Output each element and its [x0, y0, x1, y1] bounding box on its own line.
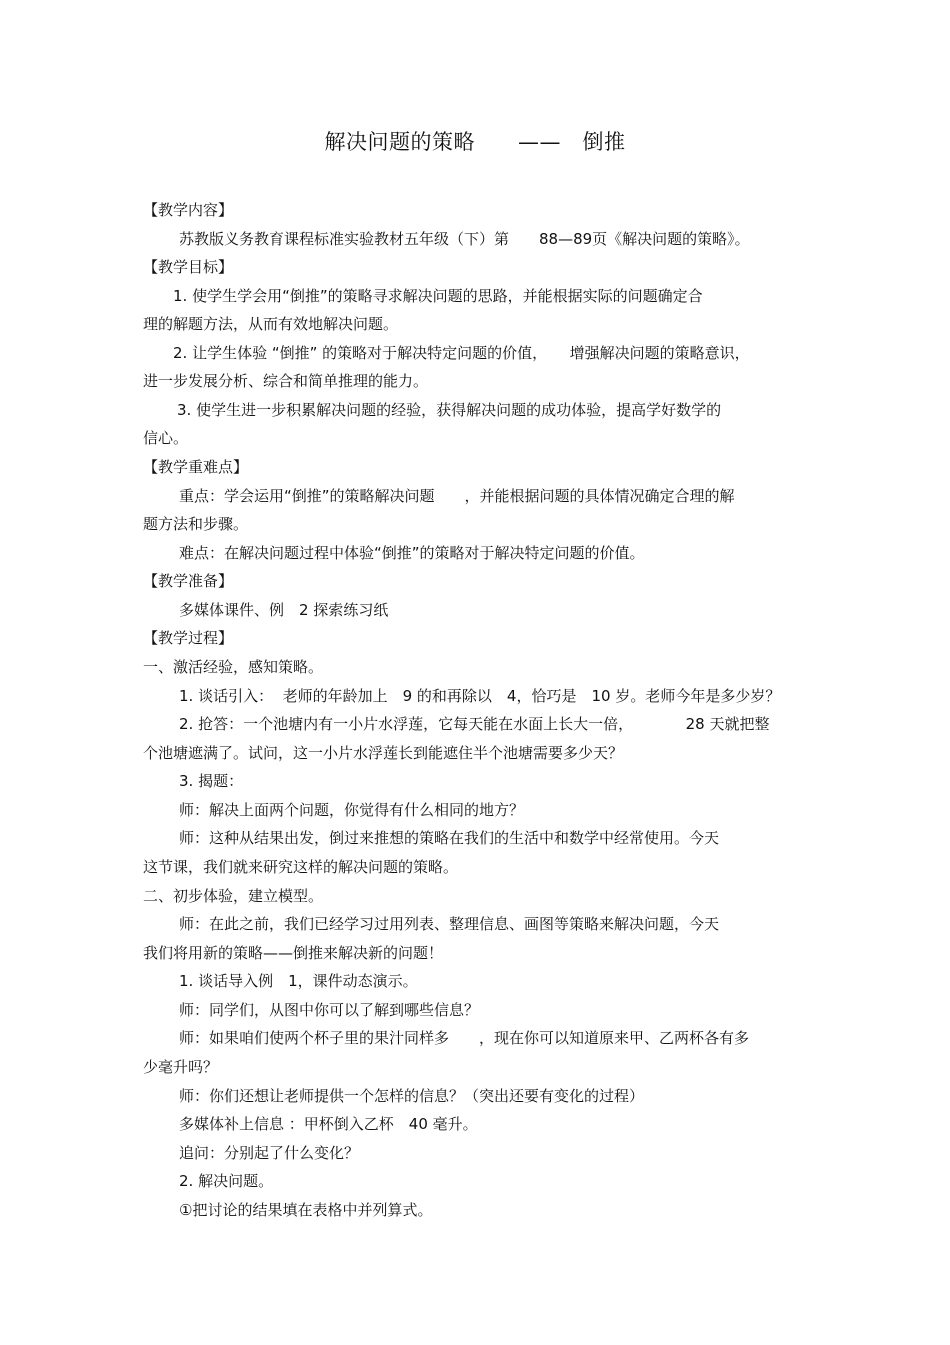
- paragraph-line: 苏教版义务教育课程标准实验教材五年级（下）第 88—89页《解决问题的策略》。: [179, 230, 750, 248]
- paragraph-line: 3. 揭题：: [179, 772, 244, 790]
- document-title: 解决问题的策略 —— 倒推: [324, 130, 626, 154]
- section-heading-preparation: 【教学准备】: [143, 572, 234, 590]
- paragraph-line: 师：解决上面两个问题，你觉得有什么相同的地方？: [179, 801, 525, 819]
- subsection-heading: 一、激活经验，感知策略。: [143, 658, 324, 676]
- paragraph-line: 3. 使学生进一步积累解决问题的经验，获得解决问题的成功体验，提高学好数学的: [177, 401, 722, 419]
- paragraph-line: 我们将用新的策略——倒推来解决新的问题！: [143, 944, 444, 962]
- section-heading-process: 【教学过程】: [143, 629, 234, 647]
- paragraph-line: 个池塘遮满了。试问，这一小片水浮莲长到能遮住半个池塘需要多少天？: [143, 744, 624, 762]
- paragraph-line: 1. 谈话引入： 老师的年龄加上 9 的和再除以 4，恰巧是 10 岁。老师今年是多少岁？: [179, 687, 781, 705]
- paragraph-line: 多媒体补上信息 ：甲杯倒入乙杯 40 毫升。: [179, 1115, 478, 1133]
- paragraph-line: 题方法和步骤。: [143, 515, 249, 533]
- paragraph-line: 理的解题方法，从而有效地解决问题。: [143, 315, 399, 333]
- paragraph-line: 师：这种从结果出发，倒过来推想的策略在我们的生活中和数学中经常使用。今天: [179, 829, 720, 847]
- paragraph-line: 信心。: [143, 429, 189, 447]
- paragraph-line: 2. 解决问题。: [179, 1172, 274, 1190]
- paragraph-line: 少毫升吗？: [143, 1058, 219, 1076]
- section-heading-key-points: 【教学重难点】: [143, 458, 249, 476]
- paragraph-line: 师：在此之前，我们已经学习过用列表、整理信息、画图等策略来解决问题，今天: [179, 915, 720, 933]
- section-heading-content: 【教学内容】: [143, 201, 234, 219]
- paragraph-line: 1. 使学生学会用“倒推”的策略寻求解决问题的思路，并能根据实际的问题确定合: [173, 287, 703, 305]
- paragraph-line: ①把讨论的结果填在表格中并列算式。: [179, 1201, 433, 1219]
- paragraph-line: 2. 让学生体验 “倒推” 的策略对于解决特定问题的价值， 增强解决问题的策略意识，: [173, 344, 750, 362]
- paragraph-line: 2. 抢答：一个池塘内有一小片水浮莲，它每天能在水面上长大一倍， 28 天就把整: [179, 715, 770, 733]
- section-heading-goals: 【教学目标】: [143, 258, 234, 276]
- paragraph-line: 进一步发展分析、综合和简单推理的能力。: [143, 372, 429, 390]
- paragraph-line: 1. 谈话导入例 1，课件动态演示。: [179, 972, 418, 990]
- paragraph-line: 师：如果咱们使两个杯子里的果汁同样多 ，现在你可以知道原来甲、乙两杯各有多: [179, 1029, 750, 1047]
- paragraph-line: 重点：学会运用“倒推”的策略解决问题 ，并能根据问题的具体情况确定合理的解: [179, 487, 735, 505]
- paragraph-line: 这节课，我们就来研究这样的解决问题的策略。: [143, 858, 459, 876]
- paragraph-line: 难点：在解决问题过程中体验“倒推”的策略对于解决特定问题的价值。: [179, 544, 645, 562]
- paragraph-line: 师：你们还想让老师提供一个怎样的信息？（突出还要有变化的过程）: [179, 1087, 645, 1105]
- paragraph-line: 多媒体课件、例 2 探索练习纸: [179, 601, 389, 619]
- paragraph-line: 追问：分别起了什么变化？: [179, 1144, 360, 1162]
- paragraph-line: 师：同学们，从图中你可以了解到哪些信息？: [179, 1001, 480, 1019]
- subsection-heading: 二、初步体验，建立模型。: [143, 887, 324, 905]
